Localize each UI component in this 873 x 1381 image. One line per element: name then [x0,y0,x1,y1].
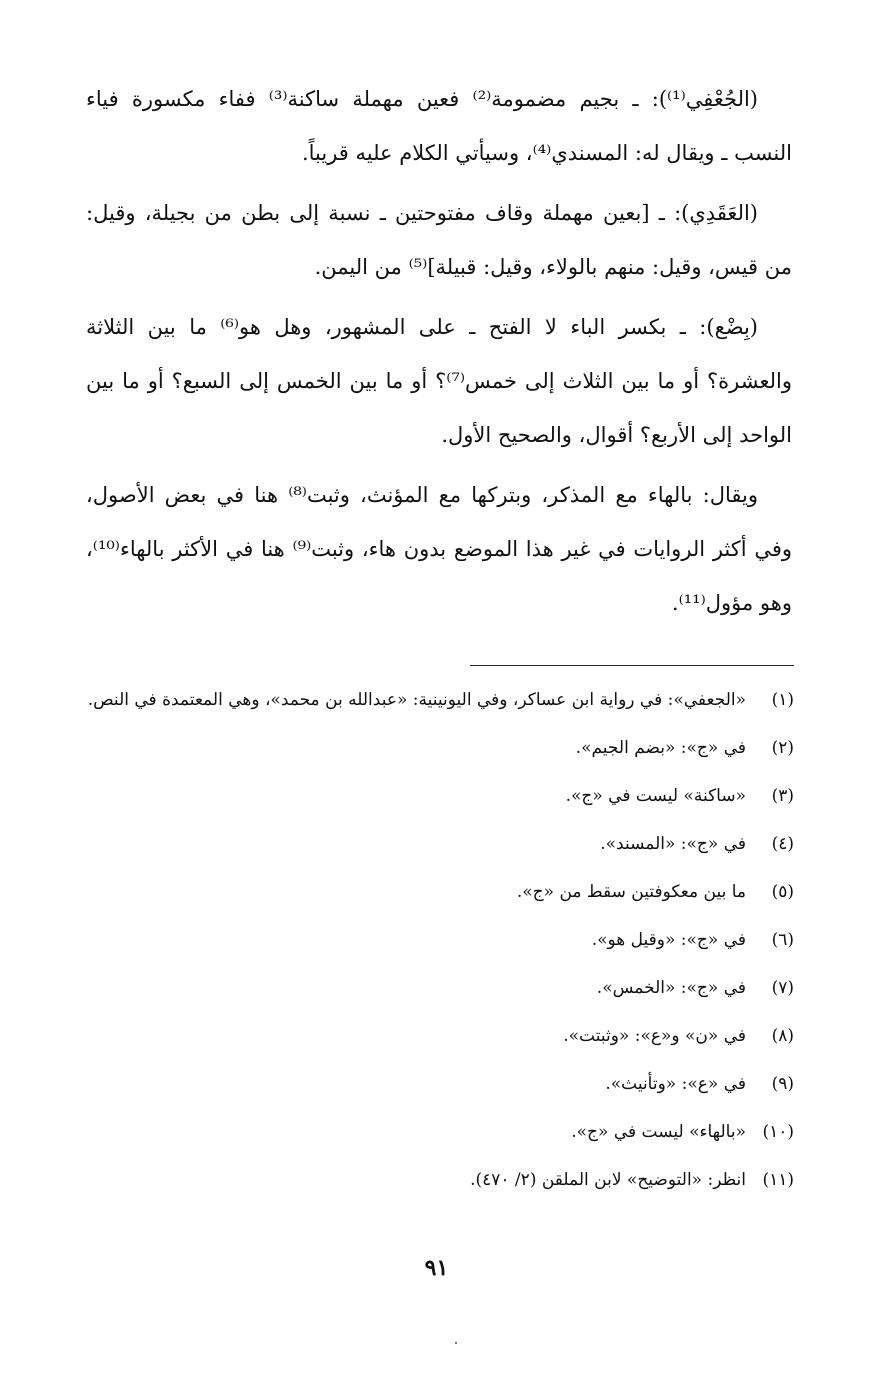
footnote-item [86,971,794,1005]
page-number: ٩١ [424,1255,449,1281]
footnote-text: «بالهاء» ليست في «ج». [571,1122,746,1142]
footnote-number: (٥) [771,882,794,902]
footnote-item [86,779,794,813]
footnote-text: ما بين معكوفتين سقط من «ج». [516,882,746,902]
paragraph-aqadi: (العَقَدِي): ـ [بعين مهملة وقاف مفتوحتين ـ نسبة إلى بطن من بجيلة، وقيل: من قيس، وقيل: منهم بالولاء، وقيل: قبيلة]⁽⁵⁾ من اليمن. [86,201,792,279]
footnote-separator [470,665,794,666]
footnote-item [86,1163,794,1197]
paragraph-bid: (بِضْع): ـ بكسر الباء لا الفتح ـ على المشهور، وهل هو⁽⁶⁾ ما بين الثلاثة والعشرة؟ أو ما بين الثلاث إلى خمس⁽⁷⁾؟ أو ما بين الخمس إلى السبع؟ أو ما بين الواحد إلى الأربع؟ أقوال، والصحيح الأول. [86,315,792,447]
footnote-text: «ساكنة» ليست في «ج». [565,786,746,806]
footnote-number: (١١) [762,1170,794,1190]
footnote-item [86,1019,794,1053]
footnote-number: (٢) [771,738,794,758]
footnote-item [86,827,794,861]
footnote-number: (٧) [771,978,794,998]
footnote-item [86,683,794,717]
footnote-number: (٨) [771,1026,794,1046]
footnote-text: انظر: «التوضيح» لابن الملقن (٢/ ٤٧٠). [470,1170,746,1190]
footnote-text: في «ج»: «الخمس». [596,978,746,998]
footnote-number: (١٠) [762,1122,794,1142]
footnotes [86,683,794,1211]
footnote-number: (٩) [771,1074,794,1094]
footnote-number: (١) [771,690,794,710]
footnote-text: في «ج»: «بضم الجيم». [575,738,746,758]
paragraph-hah-usage: ويقال: بالهاء مع المذكر، وبتركها مع المؤنث، وثبت⁽⁸⁾ هنا في بعض الأصول، وفي أكثر الروايات في غير هذا الموضع بدون هاء، وثبت⁽⁹⁾ هنا في الأكثر بالهاء⁽¹⁰⁾، وهو مؤول⁽¹¹⁾. [86,483,792,615]
footnote-text: في «ن» و«ع»: «وثبتت». [563,1026,746,1046]
scan-speck [455,1342,457,1344]
footnote-text: في «ج»: «المسند». [600,834,746,854]
footnote-item [86,731,794,765]
footnote-text: «الجعفي»: في رواية ابن عساكر، وفي اليونينية: «عبدالله بن محمد»، وهي المعتمدة في النص. [87,690,746,710]
footnote-text: في «ج»: «وقيل هو». [591,930,746,950]
footnote-number: (٣) [771,786,794,806]
footnote-item [86,875,794,909]
main-text [86,72,792,636]
footnote-item [86,923,794,957]
footnote-item [86,1067,794,1101]
footnote-text: في «ع»: «وتأنيث». [605,1074,746,1094]
footnote-number: (٦) [771,930,794,950]
footnote-number: (٤) [771,834,794,854]
paragraph-jufi: (الجُعْفِي⁽¹⁾): ـ بجيم مضمومة⁽²⁾ فعين مهملة ساكنة⁽³⁾ ففاء مكسورة فياء النسب ـ ويقال له: المسندي⁽⁴⁾، وسيأتي الكلام عليه قريباً. [86,87,792,165]
footnote-item [86,1115,794,1149]
